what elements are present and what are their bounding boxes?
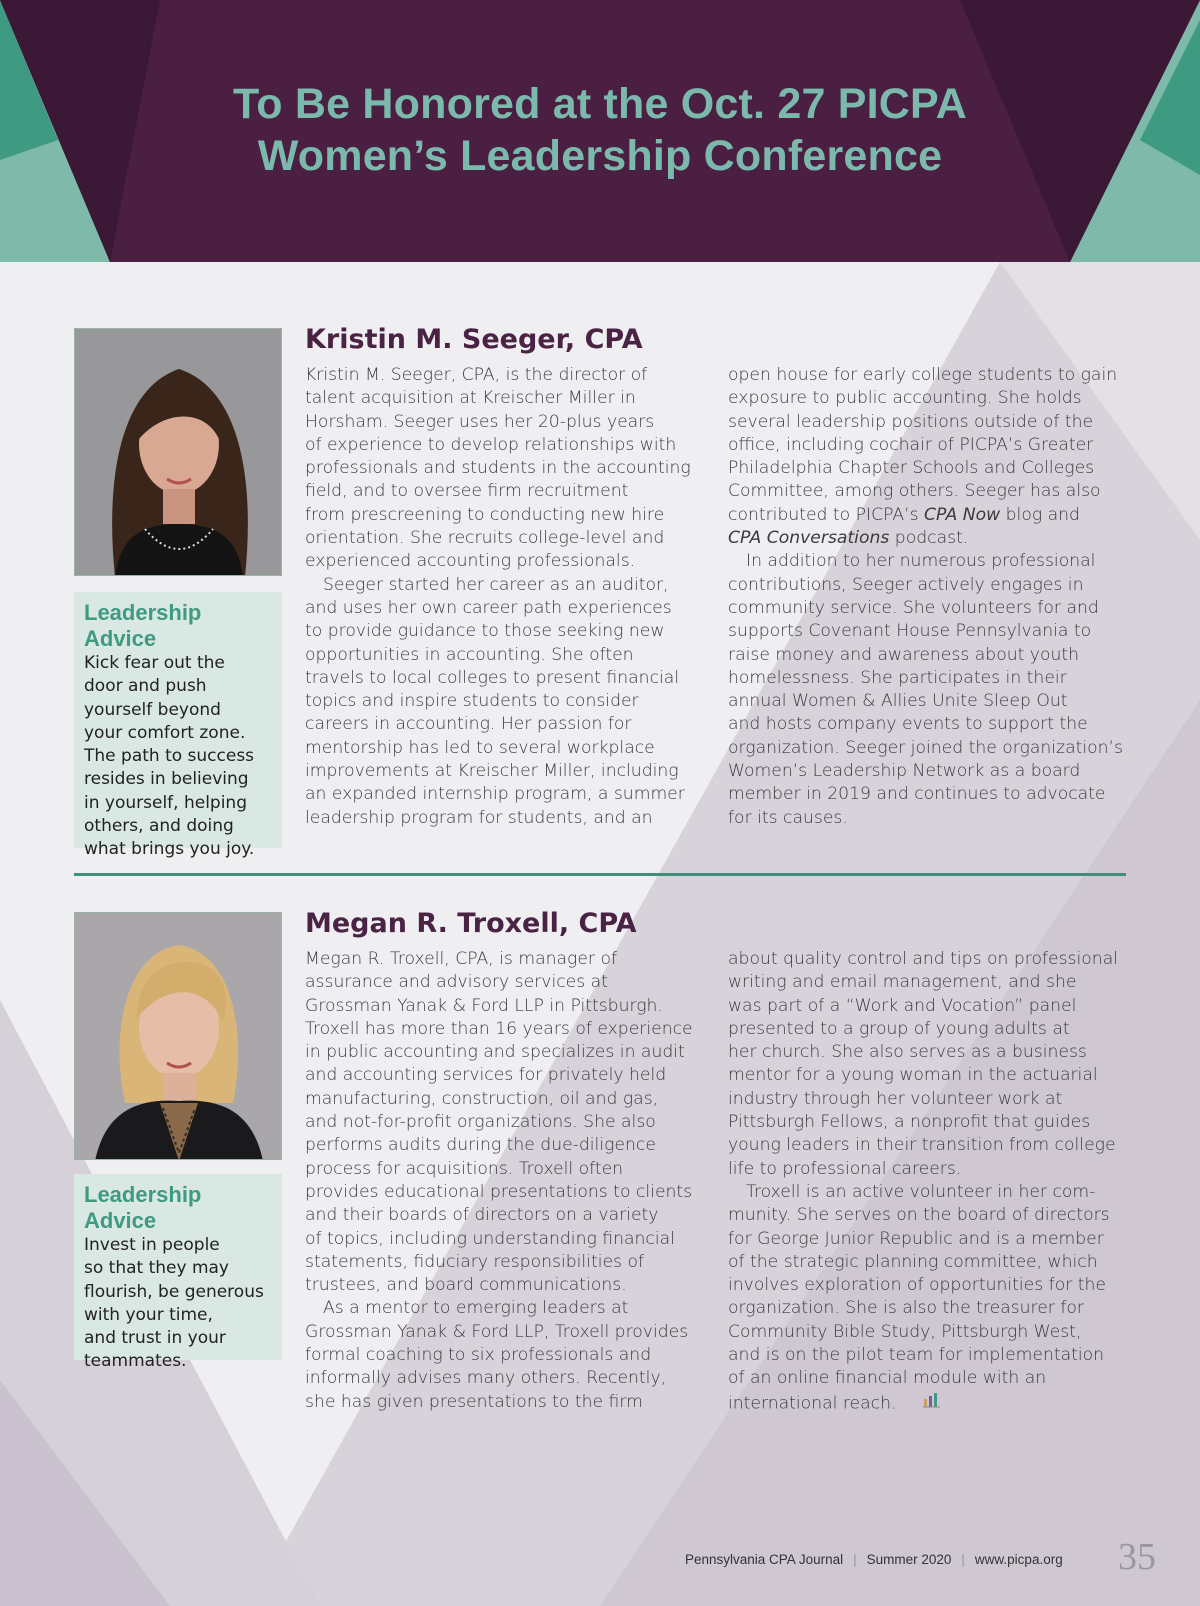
publication-title: CPA Conversations <box>728 528 890 549</box>
leadership-advice-box <box>74 592 282 860</box>
paragraph <box>728 364 1148 550</box>
profile-name: Kristin M. Seeger, CPA <box>305 324 643 355</box>
advice-heading: Leadership Advice <box>84 1182 202 1233</box>
article-column-2 <box>728 948 1148 1416</box>
article-column-1 <box>305 364 715 830</box>
paragraph: Kristin M. Seeger, CPA, is the director of talent acquisition at Kreischer Miller in Horsham. Seeger uses her 20-plus years of experience to develop relationships with professionals and students in the accounting field, and to oversee firm recruitment from prescreening to conducting new hire orientation. She recruits college-level and experienced accounting professionals. <box>305 365 691 572</box>
portrait-woman-blonde-hair <box>75 913 282 1160</box>
article-column-1 <box>305 948 715 1414</box>
end-mark-icon <box>904 1391 942 1416</box>
title-line-1: To Be Honored at the Oct. 27 PICPA <box>233 80 967 128</box>
text-run: blog and <box>1005 504 1080 525</box>
paragraph: As a mentor to emerging leaders at Grossman Yanak & Ford LLP, Troxell provides formal coaching to six professionals and informally advises many others. Recently, she has given presentations to the firm <box>305 1298 689 1412</box>
article-column-2 <box>728 364 1148 830</box>
section-divider <box>74 873 1126 876</box>
paragraph: In addition to her numerous professional contributions, Seeger actively engages in community service. She volunteers for and supports Covenant House Pennsylvania to raise money and awareness about youth homelessness. She participates in their annual Women & Allies Unite Sleep Out and hosts company events to support the organization. Seeger joined the organization’s Women’s Leadership Network as a board member in 2019 and continues to advocate for its causes. <box>728 551 1123 828</box>
paragraph: about quality control and tips on professional writing and email management, and she was part of a “Work and Vocation” panel presented to a group of young adults at her church. She also serves as a business mentor for a young woman in the actuarial industry through her volunteer work at Pittsburgh Fellows, a nonprofit that guides young leaders in their transition from college life to professional careers. <box>728 949 1119 1179</box>
paragraph: Megan R. Troxell, CPA, is manager of assurance and advisory services at Grossman Yanak & Ford LLP in Pittsburgh. Troxell has more than 16 years of experience in public accounting and specializes in audit and accounting services for privately held manufacturing, construction, oil and gas, and not-for-profit organizations. She also performs audits during the due-diligence process for acquisitions. Troxell often provides educational presentations to clients and their boards of directors on a variety of topics, including understanding financial statements, fiduciary responsibilities of trustees, and board communications. <box>305 949 693 1296</box>
page-footer <box>685 1552 1063 1567</box>
website-link[interactable]: www.picpa.org <box>974 1552 1063 1567</box>
paragraph: Seeger started her career as an auditor, and uses her own career path experiences to provide guidance to those seeking new opportunities in accounting. She often travels to local colleges to present financial topics and inspire students to consider careers in accounting. Her passion for mentorship has led to several workplace improvements at Kreischer Miller, including an expanded internship program, a summer leadership program for students, and an <box>305 574 685 828</box>
text-run: podcast. <box>889 528 969 549</box>
advice-heading: Leadership Advice <box>84 600 202 651</box>
journal-name: Pennsylvania CPA Journal <box>685 1552 844 1567</box>
footer-separator: | <box>853 1552 857 1567</box>
publication-title: CPA Now <box>924 504 1001 525</box>
leadership-advice-box <box>74 1174 282 1372</box>
portrait-photo <box>74 328 282 576</box>
advice-text: Kick fear out the door and push yourself beyond your comfort zone. The path to success resides in believing in yourself, helping others, and doing what brings you joy. <box>84 653 255 860</box>
profile-name: Megan R. Troxell, CPA <box>305 908 637 939</box>
portrait-photo <box>74 912 282 1160</box>
footer-separator: | <box>961 1552 965 1567</box>
advice-text: Invest in people so that they may flourish, be generous with your time, and trust in your teammates. <box>84 1235 264 1372</box>
title-line-2: Women’s Leadership Conference <box>257 132 943 180</box>
text-run: Troxell is an active volunteer in her com- munity. She serves on the board of directors for George Junior Republic and is a member of the strategic planning committee, which involves exploration of opportunities for the organization. She is also the treasurer for Community Bible Study, Pittsburgh West, and is on the pilot team for implementation of an online financial module with an international reach. <box>728 1181 1110 1414</box>
text-run: open house for early college students to gain exposure to public accounting. She holds several leadership positions outside of the office, including cochair of PICPA’s Greater Philadelphia Chapter Schools and Colleges Committee, among others. Seeger has also contributed to PICPA’s <box>728 365 1118 525</box>
portrait-woman-dark-hair <box>75 329 282 576</box>
page-title <box>0 78 1200 182</box>
issue-date: Summer 2020 <box>866 1552 952 1567</box>
paragraph <box>728 1181 1148 1416</box>
header-band <box>0 0 1200 262</box>
page-number: 35 <box>1118 1536 1156 1578</box>
